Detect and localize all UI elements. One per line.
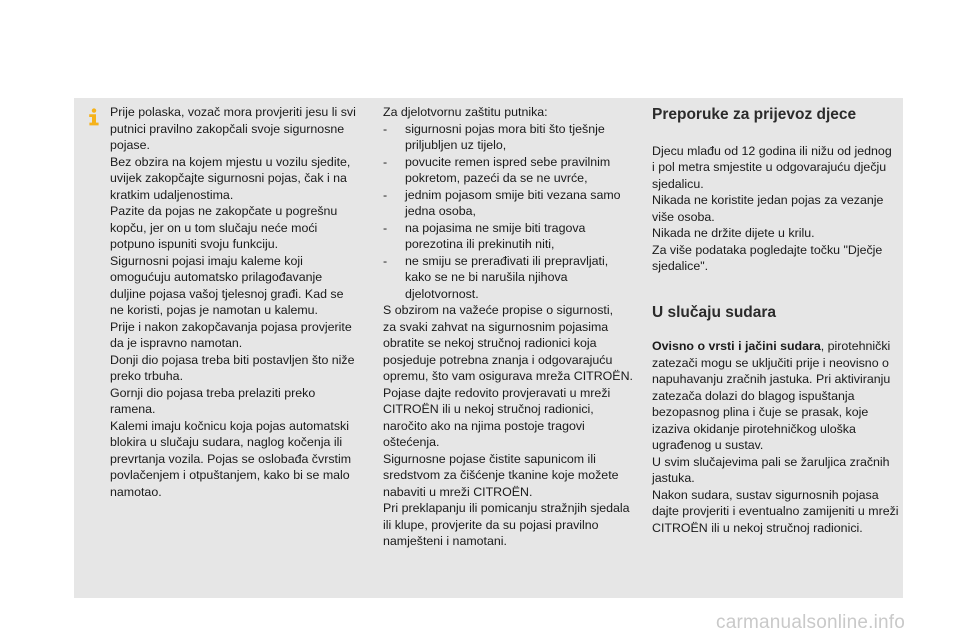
text-line: Bez obzira na kojem mjestu u vozilu sjedite, — [110, 154, 351, 169]
bullet-item — [383, 253, 637, 303]
text-line: više osoba. — [652, 209, 715, 224]
bullet-line: porezotina ili prekinutih niti, — [405, 237, 555, 251]
collision-lead-bold: Ovisno o vrsti i jačini sudara — [652, 339, 821, 353]
text-line: povlačenjem i otpuštanjem, kako bi se malo — [110, 468, 350, 482]
text-line: bezopasnog plina i čuje se prasak, koje — [652, 405, 869, 419]
collision-lead-rest: , pirotehnički — [820, 339, 891, 353]
bullet-item — [383, 220, 637, 253]
text-line: Djecu mlađu od 12 godina ili nižu od jednog — [652, 143, 892, 158]
text-line: Gornji dio pojasa treba prelaziti preko — [110, 385, 316, 400]
text-line: Pri preklapanju ili pomicanju stražnjih sjedala — [383, 501, 630, 515]
text-line: Za više podataka pogledajte točku "Dječje — [652, 242, 883, 257]
text-line: namješteni i namotani. — [383, 534, 507, 548]
text-line: jastuka. — [652, 471, 695, 485]
middle-body — [383, 302, 637, 550]
text-line: Nakon sudara, sustav sigurnosnih pojasa — [652, 487, 879, 502]
text-line: Sigurnosni pojasi imaju kaleme koji — [110, 253, 303, 268]
text-line: kopču, jer on u tom slučaju neće moći — [110, 220, 318, 235]
text-line: ili klupe, provjerite da su pojasi pravilno — [383, 517, 599, 532]
text-line: omogućuju automatsko prilagođavanje — [110, 270, 323, 284]
left-column — [110, 104, 366, 500]
bullet-line: jedna osoba, — [405, 204, 476, 218]
middle-column — [383, 104, 637, 550]
text-line: CITROËN ili u nekoj stručnoj radionici. — [652, 520, 863, 535]
text-line: ugrađenog u sustav. — [652, 438, 764, 452]
bullet-line: kako se ne bi narušila njihova — [405, 270, 568, 284]
bullet-list — [383, 121, 637, 303]
text-line: Donji dio pojasa treba biti postavljen što niže — [110, 352, 355, 367]
bullet-line: ne smiju se prerađivati ili prepravljati, — [405, 253, 609, 268]
text-line: posjeduje potrebna znanja i odgovarajuću — [383, 352, 613, 367]
text-line: za svaki zahvat na sigurnosnim pojasima — [383, 319, 609, 334]
heading-collision: U slučaju sudara — [652, 303, 777, 321]
text-line: prevrtanja vozila. Pojas se oslobađa čvrstim — [110, 451, 352, 466]
text-line: da je ispravno namotan. — [110, 336, 243, 350]
child-transport-body — [652, 143, 902, 275]
text-line: Sigurnosne pojase čistite sapunicom ili — [383, 451, 596, 466]
text-line: CITROËN ili u nekoj stručnoj radionici, — [383, 402, 594, 416]
text-line: namotao. — [110, 484, 162, 499]
bullet-line: djelotvornost. — [405, 286, 479, 301]
text-line: i pol metra smjestite u odgovarajuću dječju — [652, 160, 887, 174]
text-line: zatezači mogu se uključiti prije i neovisno o — [652, 355, 889, 370]
text-line: zatezača dolazi do blagog ispuštanja — [652, 388, 855, 403]
bullet-item — [383, 121, 637, 154]
text-line: sjedalicu. — [652, 176, 704, 191]
bullet-line: sigurnosni pojas mora biti što tješnje — [405, 121, 605, 136]
text-line: pojase. — [110, 138, 150, 152]
text-line: putnici pravilno zakopčali svoje sigurnosne — [110, 121, 345, 136]
bullet-dash: - — [383, 121, 388, 136]
text-line: duljine pojasa vašoj tjelesnoj građi. Kad se — [110, 286, 344, 301]
text-line: kratkim udaljenostima. — [110, 187, 234, 202]
text-line: Nikada ne koristite jedan pojas za vezanje — [652, 193, 884, 207]
collision-lead — [652, 338, 902, 355]
text-line: blokira u slučaju sudara, naglog kočenja ili — [110, 435, 343, 449]
text-line: Pojase dajte redovito provjeravati u mreži — [383, 385, 611, 400]
bullet-line: pokretom, pazeći da se ne uvrće, — [405, 171, 588, 185]
text-line: oštećenja. — [383, 435, 440, 449]
text-line: Kalemi imaju kočnicu koja pojas automatski — [110, 418, 349, 433]
intro-text: Za djelotvornu zaštitu putnika: — [383, 105, 548, 119]
text-line: U svim slučajevima pali se žaruljica zračnih — [652, 454, 890, 469]
text-line: dajte provjeriti i eventualno zamijeniti u mreži — [652, 504, 899, 518]
collision-body — [652, 355, 902, 537]
text-line: opremu, što vam osigurava mreža CITROËN. — [383, 369, 633, 383]
info-icon — [86, 108, 102, 126]
text-line: ne koristi, pojas je namotan u kalemu. — [110, 303, 318, 317]
bullet-line: jednim pojasom smije biti vezana samo — [405, 187, 621, 202]
text-line: Prije i nakon zakopčavanja pojasa provjerite — [110, 319, 352, 334]
watermark: carmanualsonline.info — [716, 612, 906, 633]
text-line: sredstvom za čišćenje tkanine koje možete — [383, 468, 619, 482]
bullet-line: povucite remen ispred sebe pravilnim — [405, 154, 611, 169]
text-line: sjedalice". — [652, 259, 709, 273]
bullet-dash: - — [383, 154, 388, 169]
bullet-dash: - — [383, 220, 388, 235]
bullet-item — [383, 154, 637, 187]
text-line: obratite se nekoj stručnoj radionici koja — [383, 336, 597, 350]
text-line: Prije polaska, vozač mora provjeriti jesu li svi — [110, 105, 356, 119]
heading-child-transport: Preporuke za prijevoz djece — [652, 106, 857, 123]
text-line: nabaviti u mreži CITROËN. — [383, 484, 533, 499]
text-line: Nikada ne držite dijete u krilu. — [652, 226, 815, 240]
text-line: Pazite da pojas ne zakopčate u pogrešnu — [110, 204, 338, 218]
bullet-dash: - — [383, 187, 388, 202]
text-line: S obzirom na važeće propise o sigurnosti, — [383, 303, 614, 317]
text-line: preko trbuha. — [110, 369, 184, 383]
text-line: potpuno ispuniti svoju funkciju. — [110, 237, 279, 251]
text-line: uvijek zakopčajte sigurnosni pojas, čak i na — [110, 171, 347, 185]
text-line: naročito ako na njima postoje tragovi — [383, 418, 585, 433]
right-column — [652, 104, 902, 536]
bullet-line: na pojasima ne smije biti tragova — [405, 220, 586, 235]
bullet-item — [383, 187, 637, 220]
text-line: ramena. — [110, 402, 156, 416]
bullet-dash: - — [383, 253, 388, 268]
bullet-line: priljubljen uz tijelo, — [405, 138, 507, 152]
text-line: napuhavanju zračnih jastuka. Pri aktiviranju — [652, 372, 891, 386]
text-line: izaziva okidanje pirotehničkog uloška — [652, 421, 856, 436]
